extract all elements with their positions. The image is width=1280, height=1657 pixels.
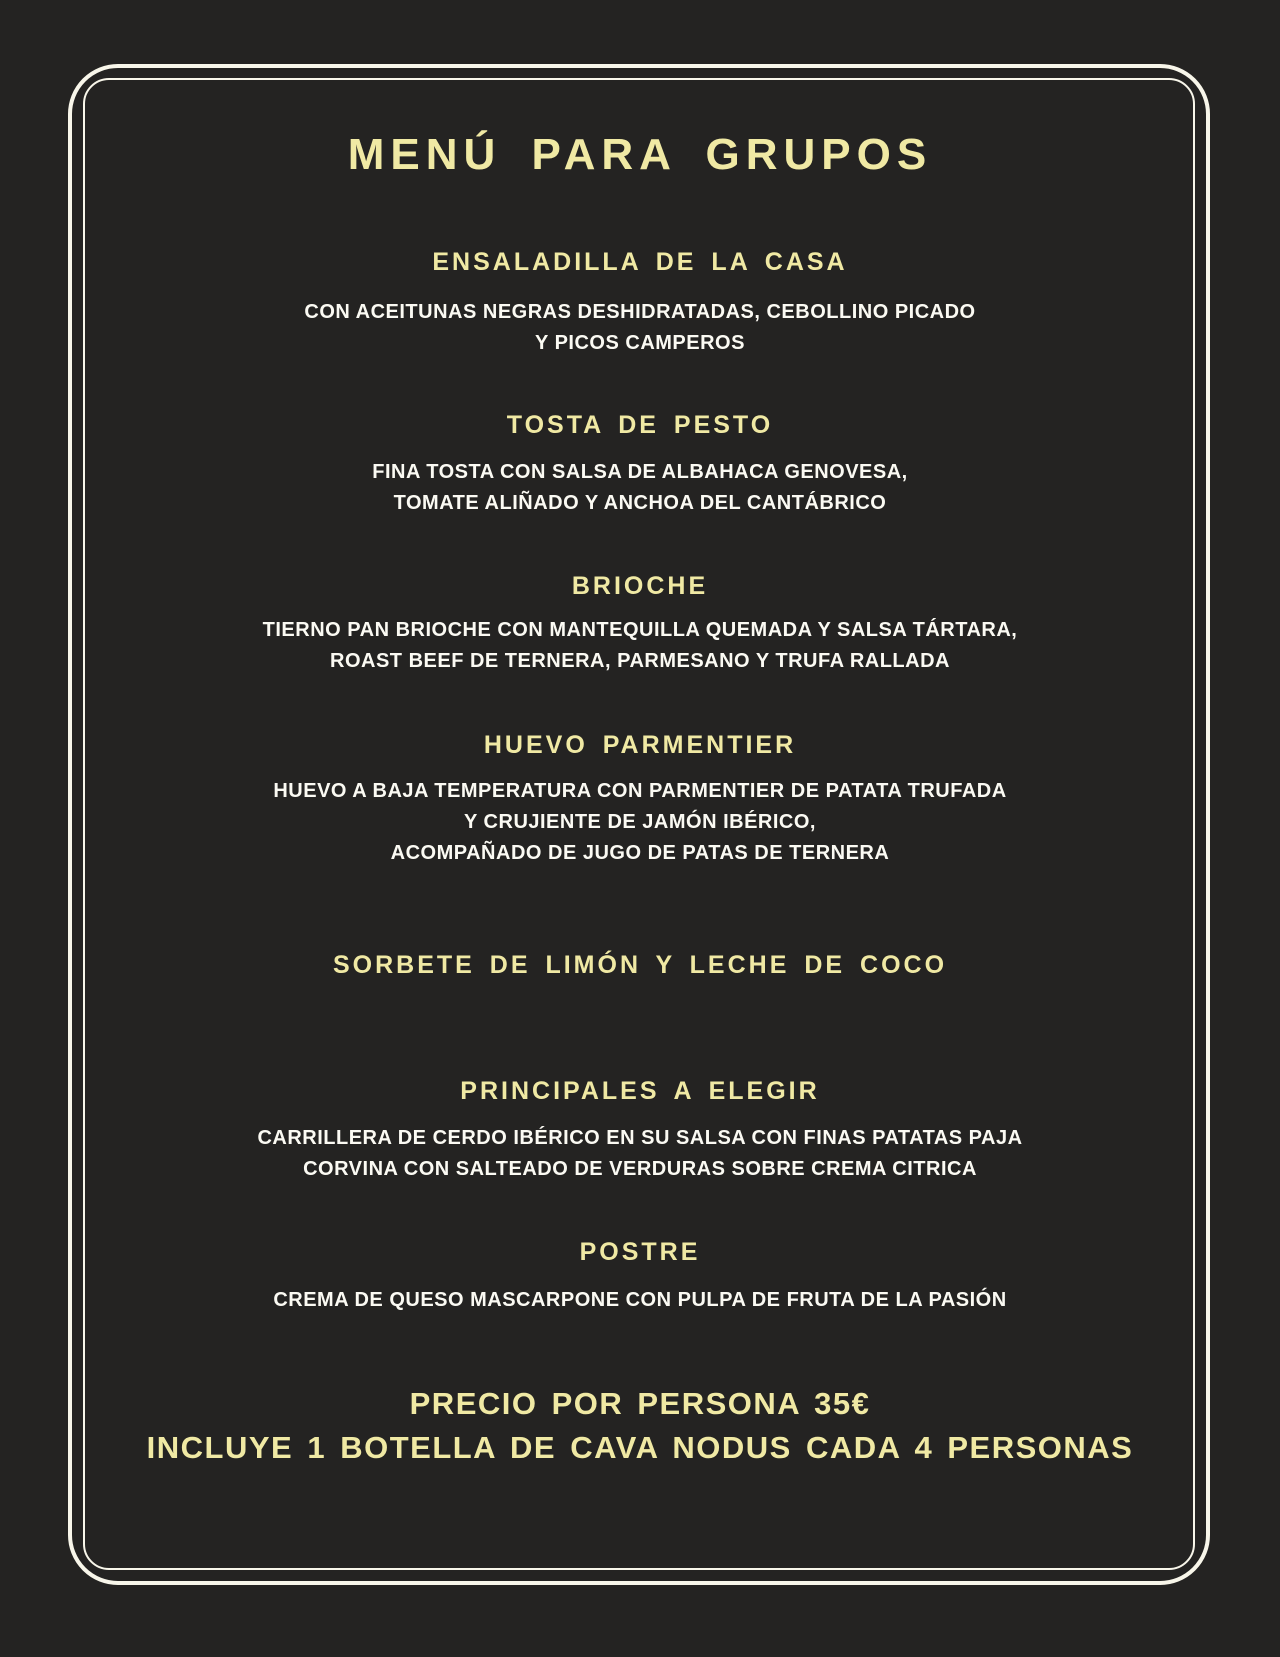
section-description-tosta-de-pesto — [90, 457, 1190, 519]
cava-included-line: INCLUYE 1 BOTELLA DE CAVA NODUS CADA 4 PERSONAS — [146, 1430, 1134, 1465]
description-line: CON ACEITUNAS NEGRAS DESHIDRATADAS, CEBOLLINO PICADO — [304, 301, 976, 323]
price-per-person-line: PRECIO POR PERSONA 35€ — [409, 1386, 871, 1421]
menu-title: MENÚ PARA GRUPOS — [347, 130, 933, 179]
section-heading-postre: POSTRE — [579, 1238, 701, 1266]
description-line: CREMA DE QUESO MASCARPONE CON PULPA DE FRUTA DE LA PASIÓN — [273, 1289, 1007, 1311]
description-line: ACOMPAÑADO DE JUGO DE PATAS DE TERNERA — [390, 842, 890, 864]
section-description-principales — [90, 1123, 1190, 1185]
section-heading-ensaladilla: ENSALADILLA DE LA CASA — [432, 248, 848, 276]
description-line: Y PICOS CAMPEROS — [535, 332, 745, 354]
section-heading-brioche: BRIOCHE — [571, 572, 709, 600]
description-line: CARRILLERA DE CERDO IBÉRICO EN SU SALSA CON FINAS PATATAS PAJA — [257, 1127, 1023, 1149]
section-heading-principales: PRINCIPALES A ELEGIR — [460, 1077, 820, 1105]
description-line: TOMATE ALIÑADO Y ANCHOA DEL CANTÁBRICO — [393, 492, 887, 514]
description-line: Y CRUJIENTE DE JAMÓN IBÉRICO, — [464, 811, 816, 833]
description-line: HUEVO A BAJA TEMPERATURA CON PARMENTIER DE PATATA TRUFADA — [273, 780, 1007, 802]
section-heading-tosta-de-pesto: TOSTA DE PESTO — [506, 411, 774, 439]
description-line: TIERNO PAN BRIOCHE CON MANTEQUILLA QUEMADA Y SALSA TÁRTARA, — [262, 619, 1018, 641]
section-description-huevo-parmentier — [90, 776, 1190, 869]
price-footer — [90, 1382, 1190, 1470]
section-description-brioche — [90, 615, 1190, 677]
description-line: CORVINA CON SALTEADO DE VERDURAS SOBRE CREMA CITRICA — [303, 1158, 977, 1180]
section-description-postre — [90, 1285, 1190, 1316]
section-heading-sorbete: SORBETE DE LIMÓN Y LECHE DE COCO — [332, 951, 948, 979]
description-line: ROAST BEEF DE TERNERA, PARMESANO Y TRUFA RALLADA — [330, 650, 950, 672]
section-description-ensaladilla — [90, 297, 1190, 359]
section-heading-huevo-parmentier: HUEVO PARMENTIER — [483, 731, 797, 759]
description-line: FINA TOSTA CON SALSA DE ALBAHACA GENOVESA, — [372, 461, 908, 483]
